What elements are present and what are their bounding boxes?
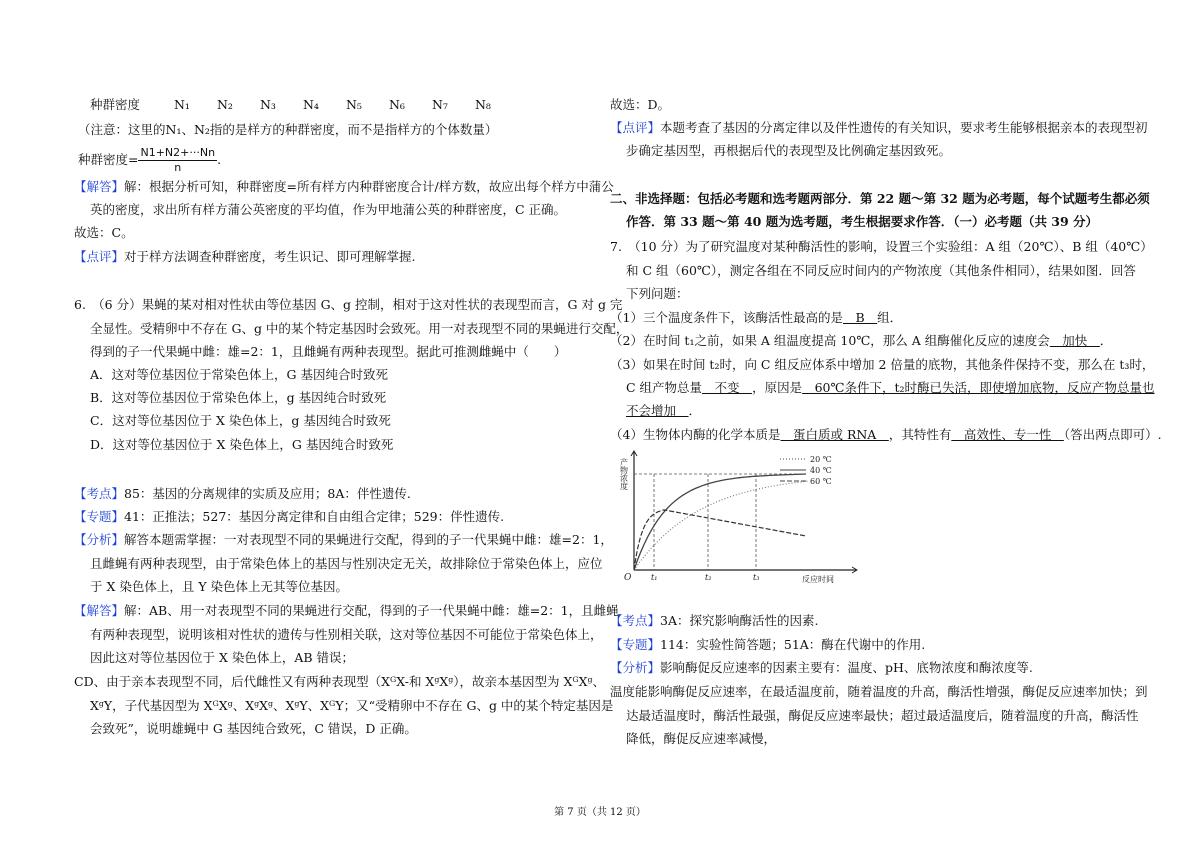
sub2-answer: 加快: [1049, 333, 1100, 348]
x-tick-label: t₂: [705, 573, 712, 582]
fenxi-text: 解答本题需掌握：一对表现型不同的果蝇进行交配，得到的子一代果蝇中雌：雄=2：1，: [124, 532, 613, 547]
enzyme-activity-chart: [620, 448, 860, 586]
density-label: 种群密度: [90, 97, 141, 112]
formula-suffix: .: [217, 152, 222, 167]
note-line: （注意：这里的N₁、N₂指的是样方的种群密度，而不是指样方的个体数量）: [78, 122, 498, 137]
comment-text: 本题考查了基因的分离定律以及伴性遗传的有关知识，要求考生能够根据亲本的表现型初: [660, 120, 1148, 135]
q6-cd-1: CD、由于亲本表现型不同，后代雌性又有两种表现型（XᴳX-和 XᵍXᵍ），故亲本基因型为 XᴳXᵍ、: [74, 674, 606, 689]
sub4-answer-1: 蛋白质或 RNA: [780, 427, 889, 442]
q5-choice: 故选：C。: [74, 225, 134, 240]
q5-answer-line-2: 英的密度，求出所有样方蒲公英密度的平均值，作为甲地蒲公英的种群密度，C 正确。: [90, 202, 567, 217]
comment-tag: 【点评】: [74, 249, 125, 264]
q6-option-d: D．这对等位基因位于 X 染色体上，G 基因纯合时致死: [90, 437, 394, 452]
zhuanti-tag: 【专题】: [74, 509, 125, 524]
q7-stem-2: 和 C 组（60℃），测定各组在不同反应时间内的产物浓度（其他条件相同），结果如图．回答: [626, 263, 1136, 278]
q7-stem-1: 7. （10 分）为了研究温度对某种酶活性的影响，设置三个实验组：A 组（20℃）、B 组（40℃）: [610, 239, 1153, 254]
q6-option-b: B．这对等位基因位于常染色体上，g 基因纯合时致死: [90, 390, 387, 405]
q6-option-c: C．这对等位基因位于 X 染色体上，g 基因纯合时致死: [90, 413, 391, 428]
density-item: N₇: [431, 97, 448, 112]
formula: [78, 146, 221, 175]
sub1-post: 组．: [877, 310, 903, 325]
q7-sub-3-line-2: [626, 379, 1155, 397]
q6-cd-3: 会致死”，说明雄蝇中 G 基因纯合致死，C 错误，D 正确。: [90, 721, 417, 736]
jieda-tag: 【解答】: [74, 603, 125, 618]
sub4-mid: ，其特性有: [888, 427, 952, 442]
comment-text: 对于样方法调查种群密度，考生识记、即可理解掌握.: [124, 249, 416, 264]
q6-kaodian: [74, 485, 411, 503]
origin-label: O: [624, 573, 632, 583]
q6-zhuanti: [74, 508, 504, 526]
density-item: N₅: [345, 97, 362, 112]
sub3-answer-2b: 不会增加: [626, 403, 689, 418]
q7-fenxi: [610, 659, 1033, 677]
q6-jieda-2: 有两种表现型，说明该相对性状的遗传与性别相关联，这对等位基因不可能位于常染色体上，: [90, 627, 603, 642]
legend-label: 40 ℃: [810, 466, 832, 475]
sub1-answer: B: [842, 310, 878, 325]
density-row: [90, 96, 518, 114]
fenxi-tag: 【分析】: [610, 660, 661, 675]
q6-choice-d: 故选：D。: [610, 97, 671, 112]
fenxi-tag: 【分析】: [74, 532, 125, 547]
formula-denominator: n: [174, 161, 182, 174]
density-item: N₂: [216, 97, 233, 112]
sub1-text: （1）三个温度条件下，该酶活性最高的是: [610, 310, 843, 325]
density-item: N₃: [259, 97, 276, 112]
sub3-text: C 组产物总量: [626, 380, 703, 395]
x-axis-label: 反应时间: [802, 575, 834, 584]
sub4-post: （答出两点即可）.: [1063, 427, 1162, 442]
legend-label: 60 ℃: [810, 477, 832, 486]
sub4-text: （4）生物体内酶的化学本质是: [610, 427, 781, 442]
zhuanti-text: 41：正推法；527：基因分离定律和自由组合定律；529：伴性遗传.: [124, 509, 505, 524]
q6-fenxi-2: 且雌蝇有两种表现型，由于常染色体上的基因与性别决定无关，故排除位于常染色体上，应位: [90, 556, 603, 571]
density-item: N₈: [474, 97, 491, 112]
q7-sub-3-line-1: （3）如果在时间 t₂时，向 C 组反应体系中增加 2 倍量的底物，其他条件保持不变，那么在 t₃时，: [610, 357, 1155, 372]
q7-sub-2: [610, 332, 1112, 350]
page-footer: 第 7 页（共 12 页）: [554, 807, 646, 818]
sub4-answer-2: 高效性、专一性: [951, 427, 1064, 442]
sub2-text: （2）在时间 t₁之前，如果 A 组温度提高 10℃，那么 A 组酶催化反应的速度会: [610, 333, 1050, 348]
q6-cd-2: XᵍY，子代基因型为 XᴳXᵍ、XᵍXᵍ、XᵍY、XᴳY；又“受精卵中不存在 G、g 中的某个特定基因是: [90, 698, 614, 713]
x-tick-label: t₁: [651, 573, 658, 582]
zhuanti-tag: 【专题】: [610, 637, 661, 652]
q6-fenxi-1: [74, 531, 613, 549]
jieda-text: 解：AB、用一对表现型不同的果蝇进行交配，得到的子一代果蝇中雌：雄=2：1，且雌蝇: [124, 603, 619, 618]
q6-stem-1: 6. （6 分）果蝇的某对相对性状由等位基因 G、g 控制，相对于这对性状的表现型而言，G 对 g 完: [74, 297, 623, 312]
q7-stem-3: 下列问题：: [626, 286, 689, 301]
sub3-answer-2: 60℃条件下，t₂时酶已失活，即使增加底物，反应产物总量也: [802, 380, 1155, 395]
q7-sub-3-line-3: [626, 402, 701, 420]
comment-tag: 【点评】: [610, 120, 661, 135]
legend-label: 20 ℃: [810, 455, 832, 464]
kaodian-text: 85：基因的分离规律的实质及应用；8A：伴性遗传.: [124, 486, 411, 501]
answer-tag: 【解答】: [74, 179, 125, 194]
formula-numerator: N1+N2+···Nn: [140, 146, 216, 159]
q7-zhuanti: [610, 636, 925, 654]
density-item: N₁: [173, 97, 190, 112]
q7-body-3: 降低，酶促反应速率减慢，: [626, 731, 777, 746]
section-heading-1: 二、非选择题：包括必考题和选考题两部分．第 22 题～第 32 题为必考题，每个试题考生都必须: [610, 191, 1150, 206]
q6-jieda-1: [74, 602, 619, 620]
q7-kaodian: [610, 612, 818, 630]
q6-option-a: A．这对等位基因位于常染色体上，G 基因纯合时致死: [90, 367, 388, 382]
right-column: [600, 0, 1200, 848]
formula-prefix: 种群密度=: [78, 152, 139, 167]
sub3-mid: ，原因是: [752, 380, 803, 395]
answer-text: 解：根据分析可知，种群密度=所有样方内种群密度合计/样方数，故应出每个样方中蒲公: [124, 179, 614, 194]
q5-answer-line-1: [74, 178, 614, 196]
zhuanti-text: 114：实验性简答题；51A：酶在代谢中的作用.: [660, 637, 926, 652]
q6-jieda-3: 因此这对等位基因位于 X 染色体上，AB 错误；: [90, 650, 355, 665]
q7-sub-1: [610, 309, 902, 327]
fenxi-text: 影响酶促反应速率的因素主要有：温度、pH、底物浓度和酶浓度等.: [660, 660, 1033, 675]
q6-comment-1: [610, 119, 1148, 137]
q7-body-1: 温度能影响酶促反应速率，在最适温度前，随着温度的升高，酶活性增强，酶促反应速率加快；到: [610, 684, 1148, 699]
q6-comment-2: 步确定基因型，再根据后代的表现型及比例确定基因致死。: [626, 143, 952, 158]
kaodian-tag: 【考点】: [74, 486, 125, 501]
q5-comment: [74, 248, 416, 266]
sub3-post: ．: [688, 403, 702, 418]
q7-body-2: 达最适温度时，酶活性最强，酶促反应速率最快；超过最适温度后，随着温度的升高，酶活性: [626, 708, 1139, 723]
sub3-answer-1: 不变: [702, 380, 753, 395]
q6-stem-2: 全显性。受精卵中不存在 G、g 中的某个特定基因时会致死。用一对表现型不同的果蝇进行交配，: [90, 321, 629, 336]
kaodian-tag: 【考点】: [610, 613, 661, 628]
section-heading-2: 作答．第 33 题～第 40 题为选考题，考生根据要求作答．（一）必考题（共 39 分）: [626, 214, 1099, 229]
kaodian-text: 3A：探究影响酶活性的因素.: [660, 613, 819, 628]
density-item: N₆: [388, 97, 405, 112]
density-item: N₄: [302, 97, 319, 112]
x-tick-label: t₃: [753, 573, 760, 582]
q6-stem-3: 得到的子一代果蝇中雌：雄=2：1，且雌蝇有两种表现型。据此可推测雌蝇中（ ）: [90, 344, 567, 359]
q7-sub-4: [610, 426, 1162, 444]
q6-fenxi-3: 于 X 染色体上，且 Y 染色体上无其等位基因。: [90, 579, 349, 594]
y-axis-label: 产物浓度: [620, 458, 629, 490]
sub2-post: ．: [1099, 333, 1113, 348]
